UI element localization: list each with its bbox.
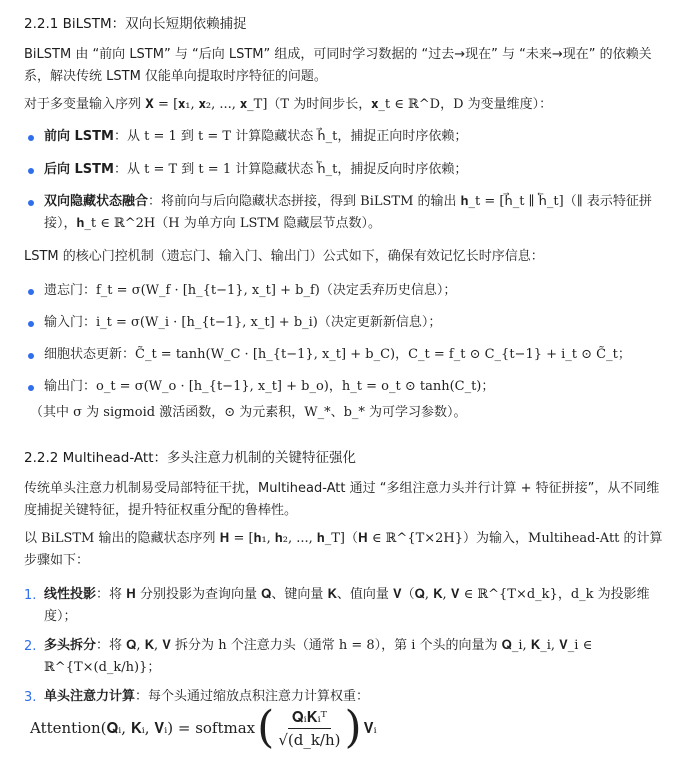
gate-output: 输出门：o_t = σ(W_o · [h_{t−1}, x_t] + b_o)，h_t = o_t ⊙ tanh(C_t)； xyxy=(44,379,495,394)
bullet-dot xyxy=(28,200,34,206)
gate-cell-update: 细胞状态更新：C̃_t = tanh(W_C · [h_{t−1}, x_t] + b_C)，C_t = f_t ⊙ C_{t−1} + i_t ⊙ C̃_t； xyxy=(44,347,631,362)
bullet-text: ：从 t = 1 到 t = T 计算隐藏状态 h⃗_t，捕捉正向时序依赖； xyxy=(113,129,468,144)
section-title-bilstm: 2.2.1 BiLSTM：双向长短期依赖捕捉 xyxy=(24,16,247,32)
step-label: 多头拆分 xyxy=(44,638,97,653)
bullet-dot xyxy=(28,321,34,327)
bullet-dot xyxy=(28,385,34,391)
bullet-text: ：将前向与后向隐藏状态拼接，得到 BiLSTM 的输出 𝐡_t = [h⃗_t ∥ h⃖_t]（∥ 表示特征拼接），𝐡_t ∈ ℝ^2H（H 为单方向 LSTM 隐藏层节点数）。 xyxy=(44,194,652,231)
bullet-label: 前向 LSTM xyxy=(44,129,114,144)
gate-intro: LSTM 的核心门控机制（遗忘门、输入门、输出门）公式如下，确保有效记忆长时序信息： xyxy=(24,249,544,264)
step-linear-projection xyxy=(44,584,664,628)
formula-fraction xyxy=(278,708,340,749)
step-number: 2. xyxy=(24,639,37,654)
bullet-label: 双向隐藏状态融合 xyxy=(44,194,149,209)
attention-formula xyxy=(30,702,377,753)
gate-forget: 遗忘门：f_t = σ(W_f · [h_{t−1}, x_t] + b_f)（决定丢弃历史信息）； xyxy=(44,283,457,298)
gate-input: 输入门：i_t = σ(W_i · [h_{t−1}, x_t] + b_i)（决定更新新信息）； xyxy=(44,315,442,330)
formula-numerator: 𝐐ᵢ𝐊ᵢᵀ xyxy=(288,708,331,729)
formula-left-paren: ( xyxy=(257,702,275,753)
step-label: 线性投影 xyxy=(44,587,97,602)
multihead-input-line: 以 BiLSTM 输出的隐藏状态序列 𝐇 = [𝐡₁, 𝐡₂, ..., 𝐡_T]（𝐇 ∈ ℝ^{T×2H}）为输入，Multihead-Att 的计算步骤如下： xyxy=(24,531,663,568)
bullet-label: 后向 LSTM xyxy=(44,162,114,177)
bullet-dot xyxy=(28,353,34,359)
formula-rhs: 𝐕ᵢ xyxy=(363,719,377,737)
bullet-dot xyxy=(28,168,34,174)
bullet-forward-lstm xyxy=(44,126,664,148)
multihead-intro: 传统单头注意力机制易受局部特征干扰，Multihead-Att 通过 “多组注意力头并行计算 + 特征拼接”，从不同维度捕捉关键特征，提升特征权重分配的鲁棒性。 xyxy=(24,481,660,518)
formula-lhs: Attention(𝐐ᵢ, 𝐊ᵢ, 𝐕ᵢ) = softmax xyxy=(30,719,256,737)
bullet-backward-lstm xyxy=(44,159,664,181)
bullet-dot xyxy=(28,289,34,295)
step-label: 单头注意力计算 xyxy=(44,689,136,704)
step-multihead-split xyxy=(44,635,664,679)
bullet-bidirectional-fusion xyxy=(44,191,664,235)
gate-note: （其中 σ 为 sigmoid 激活函数，⊙ 为元素积，W_*、b_* 为可学习参数）。 xyxy=(30,405,467,420)
step-number: 3. xyxy=(24,690,37,705)
formula-right-paren: ) xyxy=(344,702,362,753)
bullet-dot xyxy=(28,135,34,141)
formula-denominator: √(d_k/h) xyxy=(278,730,341,749)
section-title-multihead: 2.2.2 Multihead-Att：多头注意力机制的关键特征强化 xyxy=(24,450,357,466)
bilstm-input-line: 对于多变量输入序列 𝐗 = [𝐱₁, 𝐱₂, ..., 𝐱_T]（T 为时间步长，𝐱_t ∈ ℝ^D，D 为变量维度）： xyxy=(24,97,553,112)
step-text: ：将 𝐇 分别投影为查询向量 𝐐、键向量 𝐊、值向量 𝐕（𝐐, 𝐊, 𝐕 ∈ ℝ^{T×d_k}，d_k 为投影维度）； xyxy=(44,587,650,624)
bullet-text: ：从 t = T 到 t = 1 计算隐藏状态 h⃖_t，捕捉反向时序依赖； xyxy=(113,162,468,177)
step-number: 1. xyxy=(24,588,37,603)
step-text: ：每个头通过缩放点积注意力计算权重： xyxy=(135,689,370,704)
step-text: ：将 𝐐, 𝐊, 𝐕 拆分为 h 个注意力头（通常 h = 8），第 i 个头的向量为 𝐐_i, 𝐊_i, 𝐕_i ∈ ℝ^{T×(d_k/h)}； xyxy=(44,638,593,675)
bilstm-intro: BiLSTM 由 “前向 LSTM” 与 “后向 LSTM” 组成，可同时学习数据的 “过去→现在” 与 “未来→现在” 的依赖关系，解决传统 LSTM 仅能单向提取时序特征的问题。 xyxy=(24,47,652,84)
